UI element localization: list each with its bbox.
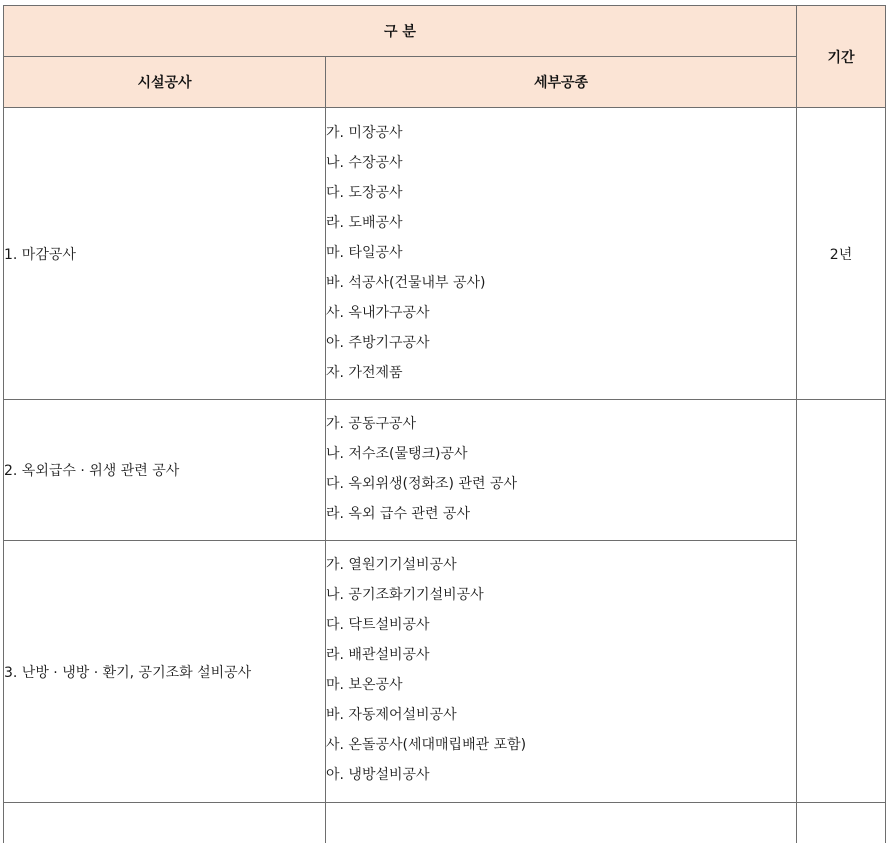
period-cell: 2년	[797, 108, 886, 400]
list-item: 바. 석공사(건물내부 공사)	[326, 268, 796, 298]
header-row-2	[4, 57, 886, 108]
category-cell-empty	[4, 803, 326, 843]
subitem-list	[326, 108, 796, 388]
subitems-cell	[326, 541, 797, 803]
list-item: 아. 냉방설비공사	[326, 760, 796, 790]
subitems-cell	[326, 108, 797, 400]
table-row	[4, 400, 886, 541]
list-item: 자. 가전제품	[326, 358, 796, 388]
category-cell: 2. 옥외급수 · 위생 관련 공사	[4, 400, 326, 541]
list-item: 바. 자동제어설비공사	[326, 700, 796, 730]
list-item: 마. 타일공사	[326, 238, 796, 268]
list-item: 라. 배관설비공사	[326, 640, 796, 670]
list-item: 나. 수장공사	[326, 148, 796, 178]
detail-header: 세부공종	[326, 57, 797, 108]
subitem-list	[326, 541, 796, 790]
list-item: 나. 저수조(물탱크)공사	[326, 439, 796, 469]
facility-header: 시설공사	[4, 57, 326, 108]
subitems-cell-empty	[326, 803, 797, 843]
list-item: 사. 옥내가구공사	[326, 298, 796, 328]
list-item: 가. 공동구공사	[326, 409, 796, 439]
list-item: 아. 주방기구공사	[326, 328, 796, 358]
table-row	[4, 541, 886, 803]
list-item: 가. 열원기기설비공사	[326, 550, 796, 580]
table-row-cutoff	[4, 803, 886, 843]
list-item: 다. 옥외위생(정화조) 관련 공사	[326, 469, 796, 499]
category-cell: 1. 마감공사	[4, 108, 326, 400]
group-header: 구 분	[4, 6, 797, 57]
list-item: 마. 보온공사	[326, 670, 796, 700]
period-header: 기간	[797, 6, 886, 108]
subitems-cell	[326, 400, 797, 541]
list-item: 라. 도배공사	[326, 208, 796, 238]
list-item: 다. 닥트설비공사	[326, 610, 796, 640]
warranty-period-table	[3, 5, 886, 843]
list-item: 라. 옥외 급수 관련 공사	[326, 499, 796, 529]
period-cell-empty	[797, 400, 886, 803]
header-row-1	[4, 6, 886, 57]
list-item: 다. 도장공사	[326, 178, 796, 208]
subitem-list	[326, 400, 796, 529]
table-row	[4, 108, 886, 400]
period-cell-empty	[797, 803, 886, 843]
list-item: 나. 공기조화기기설비공사	[326, 580, 796, 610]
list-item: 가. 미장공사	[326, 118, 796, 148]
list-item: 사. 온돌공사(세대매립배관 포함)	[326, 730, 796, 760]
category-cell: 3. 난방 · 냉방 · 환기, 공기조화 설비공사	[4, 541, 326, 803]
